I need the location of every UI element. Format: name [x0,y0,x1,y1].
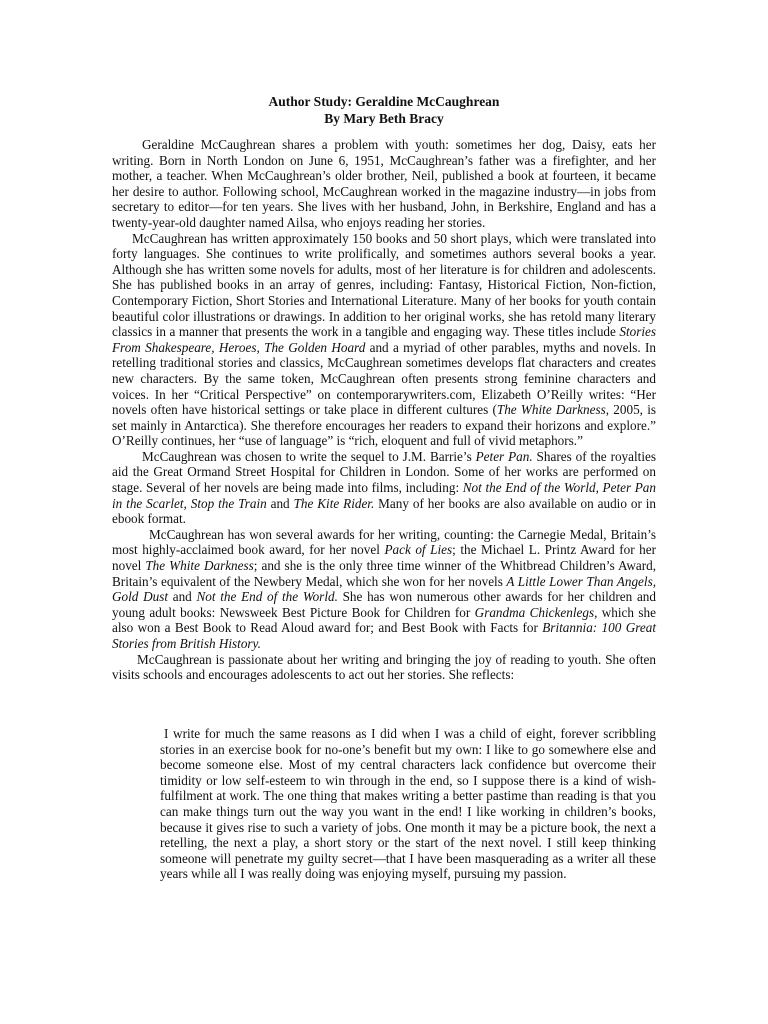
text-run: and a myriad of other parables, myths and novels. In retelling traditional stories and classics, McCaughrean sometimes develops flat characters and creates new characters. By the same token, McCaughrean often presents strong feminine characters and voices. In her “Critical Perspective” on contemporarywriters.com, Elizabeth O’Reilly writes: “Her novels often have historical settings or take place in different cultures ( [112,339,656,418]
italic-title-run: Peter Pan. [475,448,533,464]
paragraph-3 [112,449,656,527]
italic-title-run: Grandma Chickenlegs [474,604,595,620]
italic-title-run: Britannia: 100 Great Stories from British History. [112,620,656,651]
text-run: , which she also won a Best Book to Read Aloud award for; and Best Book with Facts for [112,604,656,636]
italic-title-run: Not the End of the World, Peter Pan in the Scarlet, Stop the Train [112,480,656,511]
italic-title-run: The Kite Rider. [293,495,375,511]
text-run: Geraldine McCaughrean shares a problem with youth: sometimes her dog, Daisy, eats her writing. Born in North London on June 6, 1951, McCaughrean’s father was a firefighter, and her mother, a teacher. When McCaughrean’s older brother, Neil, published a book at fourteen, it became her desire to author. Following school, McCaughrean worked in the magazine industry—in jobs from secretary to editor—for ten years. She lives with her husband, John, in Berkshire, England and has a twenty-year-old daughter named Ailsa, who enjoys reading her stories. [112,137,656,230]
article-body [112,137,656,683]
italic-title-run: The White Darkness [145,558,254,574]
text-run: She has won numerous other awards for her children and young adult books: Newsweek Best Picture Book for Children for [112,589,656,620]
italic-title-run: Not the End of the World. [196,589,338,605]
text-run: , 2005, is set mainly in Antarctica). She therefore encourages her readers to expand their horizons and explore.” O’Reilly continues, her “use of language” is “rich, eloquent and full of vivid metaphors.” [112,402,656,449]
text-run: McCaughrean was chosen to write the sequel to J.M. Barrie’s [142,448,476,464]
italic-title-run: A Little Lower Than Angels, Gold Dust [112,573,656,605]
document-title: Author Study: Geraldine McCaughrean [268,94,500,109]
italic-title-run: Pack of Lies [384,542,453,558]
quote-text: I write for much the same reasons as I did when I was a child of eight, forever scribbling stories in an exercise book for no-one’s benefit but my own: I like to go somewhere else and become someone else. Most of my central characters lack confidence but overcome their timidity or low self-esteem to win through in the end, so I suppose there is a kind of wish-fulfilment at work. The one thing that makes writing a better pastime than reading is that you can make things turn out the way you want in the end! I like working in children’s books, because it gives rise to such a variety of jobs. One month it may be a picture book, the next a retelling, the next a play, a short story or the start of the next novel. I still keep thinking someone will penetrate my guilty secret—that I have been masquerading as a writer all these years while all I was really doing was enjoying myself, pursuing my passion. [160,726,656,882]
text-run: McCaughrean has won several awards for her writing, counting: the Carnegie Medal, Britain’s most highly-acclaimed book award, for her novel [112,526,656,558]
text-run: and [266,495,294,511]
paragraph-4 [112,527,656,652]
italic-title-run: The White Darkness [496,402,606,418]
block-quote [160,726,656,882]
text-run: Shares of the royalties aid the Great Ormand Street Hospital for Children in London. Some of her works are performed on stage. Several of her novels are being made into films, including: [112,448,656,496]
text-run: Many of her books are also available on audio or in ebook format. [112,495,656,527]
text-run: and [168,589,197,605]
paragraph-2 [112,231,656,449]
paragraph-5 [112,652,656,683]
paragraph-1 [112,137,656,231]
text-run: ; the Michael L. Printz Award for her novel [112,542,656,574]
text-run: McCaughrean is passionate about her writing and bringing the joy of reading to youth. She often visits schools and encourages adolescents to act out her stories. She reflects: [112,651,656,683]
author-byline: By Mary Beth Bracy [324,111,444,126]
text-run: ; and she is the only three time winner of the Whitbread Children’s Award, Britain’s equivalent of the Newbery Medal, which she won for her novels [112,558,657,589]
italic-title-run: Stories From Shakespeare, Heroes, The Golden Hoard [112,324,656,355]
title-block [0,93,768,127]
text-run: McCaughrean has written approximately 150 books and 50 short plays, which were translated into forty languages. She continues to write prolifically, and sometimes authors several books a year. Although she has written some novels for adults, most of her literature is for children and adolescents. She has published books in an array of genres, including: Fantasy, Historical Fiction, Non-fiction, Contemporary Fiction, Short Stories and International Literature. Many of her books for youth contain beautiful color illustrations or drawings. In addition to her original works, she has retold many literary classics in a manner that presents the work in a tangible and engaging way. These titles include [112,230,656,340]
